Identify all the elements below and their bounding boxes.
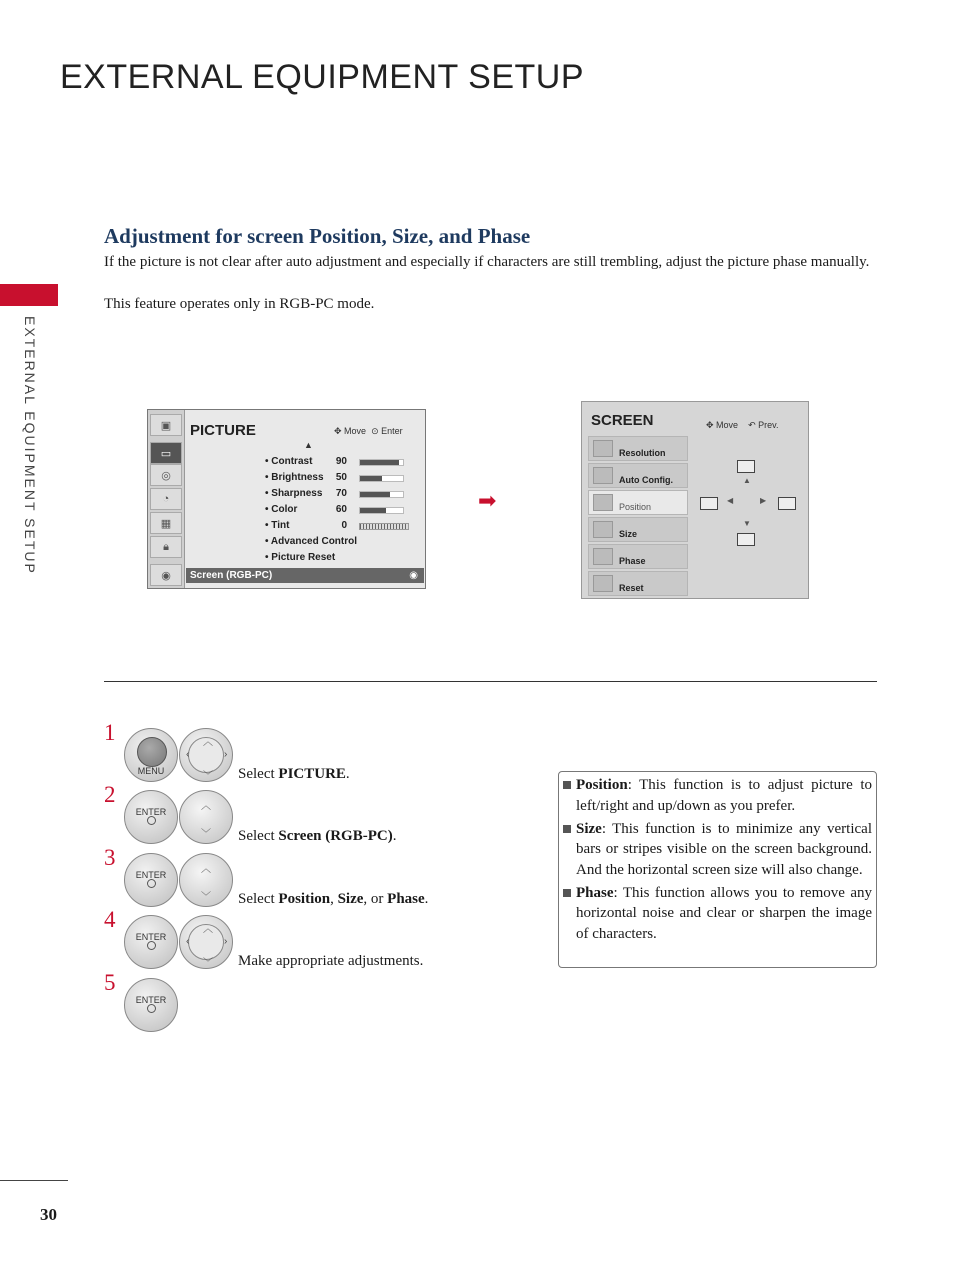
osd-picture-row[interactable]: • Tint 0 [265, 520, 347, 531]
enter-button[interactable]: ENTER [124, 790, 178, 844]
osd-item-icon [593, 521, 613, 538]
osd-picture-title: PICTURE [190, 422, 256, 439]
osd-level-bar [359, 507, 404, 514]
osd-screen-item[interactable]: Phase [588, 544, 688, 569]
step-number-2: 2 [104, 782, 116, 807]
left-arrow-icon: ◀ [727, 496, 734, 505]
page-number: 30 [0, 1180, 68, 1181]
nav-button[interactable]: ︿ ﹀ ‹ › [179, 728, 233, 782]
nav-button[interactable]: ︿ ﹀ ‹ › [179, 915, 233, 969]
menu-button[interactable]: MENU [124, 728, 178, 782]
info-size: Size: This function is to minimize any vertical bars or stripes visible on the screen background. And the horizontal screen size will also change. [563, 819, 872, 881]
step-number-1: 1 [104, 720, 116, 745]
enter-button[interactable]: ENTER [124, 853, 178, 907]
osd-item-icon [593, 440, 613, 457]
input-icon: ◉ [150, 564, 182, 586]
osd-level-bar [359, 475, 404, 482]
position-down-box [737, 533, 755, 546]
osd-picture-row[interactable]: • Contrast 90 [265, 456, 347, 467]
enter-button[interactable]: ENTER [124, 915, 178, 969]
nav-up-down-button[interactable]: ︿ ﹀ [179, 790, 233, 844]
lock-icon: 🔒︎ [150, 536, 182, 558]
mode-note: This feature operates only in RGB-PC mode. [104, 296, 375, 312]
screen-menu-osd [581, 401, 809, 599]
page-title: EXTERNAL EQUIPMENT SETUP [60, 58, 584, 96]
right-arrow-icon: ▶ [760, 496, 767, 505]
intro-text: If the picture is not clear after auto adjustment and especially if characters are still trembling, adjust the picture phase manually. [104, 254, 870, 270]
position-left-box [700, 497, 718, 510]
up-arrow-icon: ▲ [743, 476, 751, 485]
osd-selected-item: Screen (RGB-PC) ◉ [186, 568, 424, 583]
osd-picture-row[interactable]: • Brightness 50 [265, 472, 347, 483]
step-2-text: Select Screen (RGB-PC). [238, 828, 397, 844]
option-icon: ▦ [150, 512, 182, 534]
osd-picture-row[interactable]: • Sharpness 70 [265, 488, 347, 499]
osd-nav-hint: ✥ Move ⊙ Enter [334, 426, 403, 436]
down-arrow-icon: ▼ [743, 519, 751, 528]
osd-picture-row[interactable]: • Picture Reset [265, 552, 336, 563]
osd-item-icon [593, 575, 613, 592]
picture-icon: ▭ [150, 442, 182, 464]
setup-icon: ▣ [150, 414, 182, 436]
osd-screen-nav-hint: ✥ Move ↶ Prev. [706, 420, 779, 430]
info-box [558, 771, 877, 968]
arrow-right-icon: ➡ [478, 488, 497, 513]
info-phase: Phase: This function allows you to remove any horizontal noise and clear or sharpen the image of characters. [563, 883, 872, 945]
osd-screen-item[interactable]: Reset [588, 571, 688, 596]
osd-screen-title: SCREEN [591, 412, 654, 429]
osd-screen-item[interactable]: Resolution [588, 436, 688, 461]
osd-icon-column [148, 410, 185, 588]
position-up-box [737, 460, 755, 473]
info-position: Position: This function is to adjust picture to left/right and up/down as you prefer. [563, 775, 872, 816]
osd-picture-row[interactable]: • Color 60 [265, 504, 347, 515]
osd-picture-row[interactable]: • Advanced Control [265, 536, 358, 547]
side-tab-marker [0, 284, 58, 306]
scroll-up-icon: ▲ [304, 440, 313, 450]
osd-item-icon [593, 467, 613, 484]
section-divider [104, 681, 877, 682]
osd-level-bar [359, 459, 404, 466]
step-number-3: 3 [104, 845, 116, 870]
side-label: EXTERNAL EQUIPMENT SETUP [22, 316, 38, 575]
osd-tint-bar [359, 523, 409, 530]
osd-item-icon [593, 494, 613, 511]
step-1-text: Select PICTURE. [238, 766, 350, 782]
osd-item-icon [593, 548, 613, 565]
nav-up-down-button[interactable]: ︿ ﹀ [179, 853, 233, 907]
step-4-text: Make appropriate adjustments. [238, 953, 424, 969]
step-number-4: 4 [104, 907, 116, 932]
osd-screen-item[interactable]: Position [588, 490, 688, 515]
time-icon: ◔ [150, 488, 182, 510]
picture-menu-osd [147, 409, 426, 589]
enter-button[interactable]: ENTER [124, 978, 178, 1032]
osd-screen-item[interactable]: Auto Config. [588, 463, 688, 488]
osd-level-bar [359, 491, 404, 498]
position-right-box [778, 497, 796, 510]
audio-icon: ◎ [150, 464, 182, 486]
step-3-text: Select Position, Size, or Phase. [238, 891, 429, 907]
section-title: Adjustment for screen Position, Size, and Phase [104, 224, 531, 248]
step-number-5: 5 [104, 970, 116, 995]
osd-screen-item[interactable]: Size [588, 517, 688, 542]
